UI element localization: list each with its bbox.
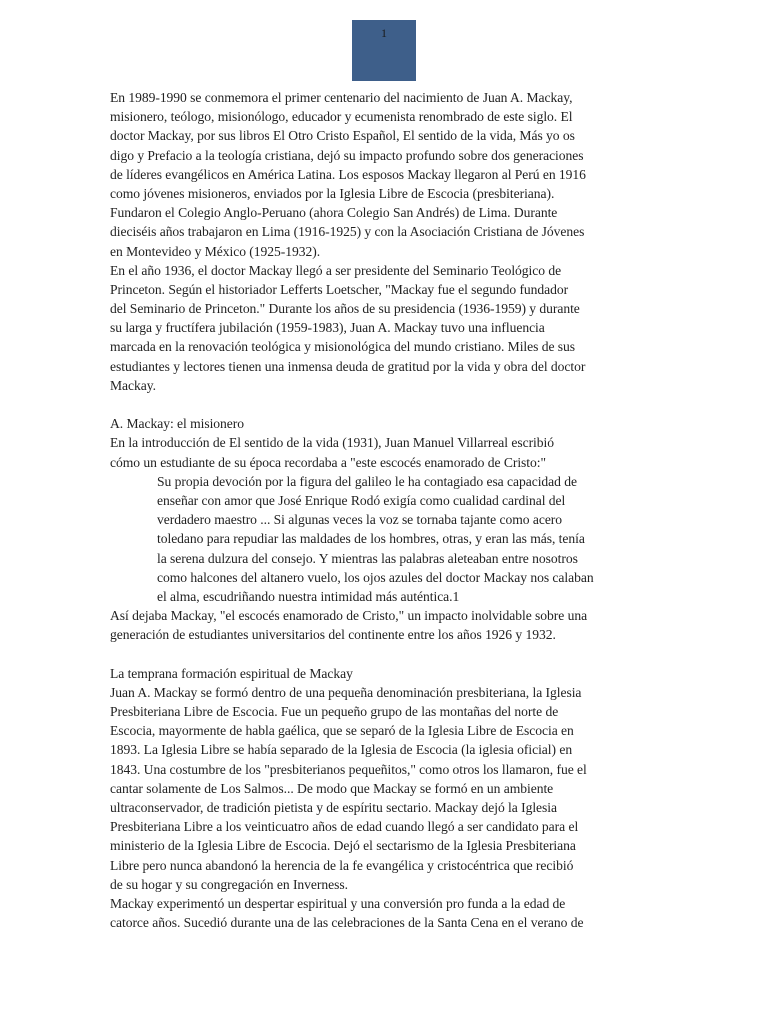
paragraph xyxy=(110,433,662,471)
text-line: La temprana formación espiritual de Mackay xyxy=(110,665,353,681)
text-line: del Seminario de Princeton." Durante los años de su presidencia (1936-1959) y durante xyxy=(110,301,580,317)
text-line: ministerio de la Iglesia Libre de Escocia. Dejó el sectarismo de la Iglesia Presbiteriana xyxy=(110,838,576,854)
text-line: Mackay experimentó un despertar espiritual y una conversión pro funda a la edad de xyxy=(110,895,566,911)
paragraph xyxy=(110,683,662,894)
text-line: doctor Mackay, por sus libros El Otro Cristo Español, El sentido de la vida, Más yo os xyxy=(110,128,575,144)
text-line: generación de estudiantes universitarios del continente entre los años 1926 y 1932. xyxy=(110,627,556,643)
section-heading xyxy=(110,414,662,433)
text-line: 1893. La Iglesia Libre se había separado de la Iglesia de Escocia (la iglesia oficial) en xyxy=(110,742,573,758)
text-line: A. Mackay: el misionero xyxy=(110,416,244,432)
text-line: Mackay. xyxy=(110,377,156,393)
text-line: Princeton. Según el historiador Lefferts Loetscher, "Mackay fue el segundo fundador xyxy=(110,281,569,297)
text-line: En la introducción de El sentido de la vida (1931), Juan Manuel Villarreal escribió xyxy=(110,435,554,451)
text-line: Libre pero nunca abandonó la herencia de la fe evangélica y cristocéntrica que recibió xyxy=(110,857,574,873)
text-line: de su hogar y su congregación en Inverness. xyxy=(110,876,348,892)
text-line: Juan A. Mackay se formó dentro de una pequeña denominación presbiteriana, la Iglesia xyxy=(110,684,582,700)
paragraph xyxy=(110,88,662,261)
page-number: 1 xyxy=(381,26,387,40)
text-line: Presbiteriana Libre de Escocia. Fue un pequeño grupo de las montañas del norte de xyxy=(110,704,559,719)
page-number-badge xyxy=(352,20,416,81)
paragraph xyxy=(110,261,662,395)
paragraph xyxy=(110,606,662,644)
text-line: la serena dulzura del consejo. Y mientras las palabras aleteaban entre nosotros xyxy=(157,550,578,566)
text-line: catorce años. Sucedió durante una de las celebraciones de la Santa Cena en el verano de xyxy=(110,915,584,931)
text-line: Presbiteriana Libre a los veinticuatro años de edad cuando llegó a ser candidato para el xyxy=(110,819,579,835)
text-line: Su propia devoción por la figura del galileo le ha contagiado esa capacidad de xyxy=(157,473,577,489)
text-line: digo y Prefacio a la teología cristiana, dejó su impacto profundo sobre dos generaciones xyxy=(110,147,584,163)
paragraph xyxy=(110,894,662,932)
paragraph-spacer xyxy=(110,395,662,414)
block-quote xyxy=(110,472,662,606)
text-line: Fundaron el Colegio Anglo-Peruano (ahora Colegio San Andrés) de Lima. Durante xyxy=(110,205,558,221)
paragraph-spacer xyxy=(110,644,662,663)
text-line: de líderes evangélicos en América Latina. Los esposos Mackay llegaron al Perú en 1916 xyxy=(110,166,586,182)
text-line: marcada en la renovación teológica y misionológica del mundo cristiano. Miles de sus xyxy=(110,339,576,355)
text-line: Escocia, mayormente de habla gaélica, que se separó de la Iglesia Libre de Escocia en xyxy=(110,723,574,739)
text-line: ultraconservador, de tradición pietista y de espíritu sectario. Mackay dejó la Iglesia xyxy=(110,799,557,815)
text-line: cómo un estudiante de su época recordaba a "este escocés enamorado de Cristo:" xyxy=(110,454,546,470)
text-line: verdadero maestro ... Si algunas veces la voz se tornaba tajante como acero xyxy=(157,512,563,528)
text-line: Así dejaba Mackay, "el escocés enamorado de Cristo," un impacto inolvidable sobre una xyxy=(110,608,588,624)
text-line: su larga y fructífera jubilación (1959-1983), Juan A. Mackay tuvo una influencia xyxy=(110,320,545,336)
text-line: estudiantes y lectores tienen una inmensa deuda de gratitud por la vida y obra del doctor xyxy=(110,358,586,374)
text-line: misionero, teólogo, misionólogo, educador y ecumenista renombrado de este siglo. El xyxy=(110,109,573,125)
text-line: cantar solamente de Los Salmos... De modo que Mackay se formó en un ambiente xyxy=(110,780,554,796)
text-line: enseñar con amor que José Enrique Rodó exigía como cualidad cardinal del xyxy=(157,492,566,508)
text-line: en Montevideo y México (1925-1932). xyxy=(110,243,321,259)
text-line: dieciséis años trabajaron en Lima (1916-1925) y con la Asociación Cristiana de Jóvenes xyxy=(110,224,585,240)
text-line: toledano para repudiar las maldades de los hombres, otras, y eran las más, tenía xyxy=(157,531,585,547)
text-line: como jóvenes misioneros, enviados por la Iglesia Libre de Escocia (presbiteriana). xyxy=(110,185,555,201)
document-body xyxy=(110,88,662,932)
text-line: En el año 1936, el doctor Mackay llegó a ser presidente del Seminario Teológico de xyxy=(110,262,562,278)
text-line: En 1989-1990 se conmemora el primer centenario del nacimiento de Juan A. Mackay, xyxy=(110,90,573,105)
text-line: el alma, escudriñando nuestra intimidad más auténtica.1 xyxy=(157,588,460,604)
text-line: como halcones del altanero vuelo, los ojos azules del doctor Mackay nos calaban xyxy=(157,569,594,585)
text-line: 1843. Una costumbre de los "presbiterianos pequeñitos," como otros los llamaron, fue el xyxy=(110,761,587,777)
section-heading xyxy=(110,664,662,683)
